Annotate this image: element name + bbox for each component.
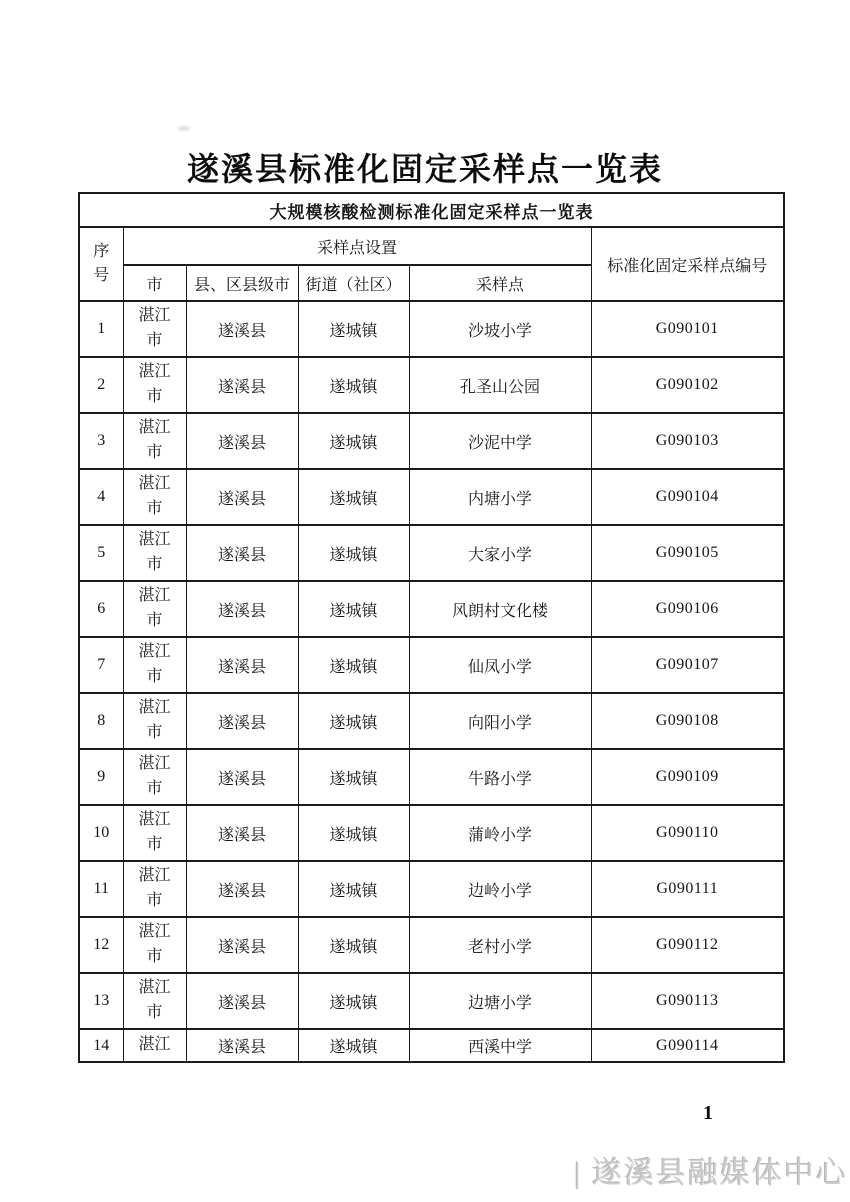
county-cell: 遂溪县: [186, 917, 298, 973]
county-cell: 遂溪县: [186, 525, 298, 581]
county-cell: 遂溪县: [186, 1029, 298, 1062]
code-cell: G090108: [591, 693, 784, 749]
code-cell: G090104: [591, 469, 784, 525]
street-cell: 遂城镇: [298, 749, 409, 805]
street-cell: 遂城镇: [298, 637, 409, 693]
site-cell: 边塘小学: [409, 973, 591, 1029]
street-cell: 遂城镇: [298, 693, 409, 749]
county-cell: 遂溪县: [186, 357, 298, 413]
table-row: [79, 525, 784, 581]
city-text: 湛江市: [138, 307, 171, 349]
city-cell: [123, 301, 186, 357]
code-cell: G090113: [591, 973, 784, 1029]
county-cell: 遂溪县: [186, 861, 298, 917]
site-cell: 老村小学: [409, 917, 591, 973]
street-cell: 遂城镇: [298, 1029, 409, 1062]
street-cell: 遂城镇: [298, 917, 409, 973]
code-cell: G090114: [591, 1029, 784, 1062]
code-cell: G090110: [591, 805, 784, 861]
sampling-points-table: [78, 192, 785, 1063]
city-text: 湛江市: [138, 699, 171, 741]
city-cell: [123, 581, 186, 637]
site-cell: 大家小学: [409, 525, 591, 581]
header-sampling-point-setup: 采样点设置: [123, 227, 591, 265]
city-text: 湛江市: [138, 531, 171, 573]
scan-smudge-artifact: [178, 126, 190, 131]
city-cell: [123, 469, 186, 525]
header-code: 标准化固定采样点编号: [591, 227, 784, 301]
county-cell: 遂溪县: [186, 693, 298, 749]
table-row: [79, 357, 784, 413]
row-number-cell: 7: [79, 637, 123, 693]
table-body: [79, 301, 784, 1062]
city-text: 湛江市: [138, 755, 171, 797]
header-county: 县、区县级市: [186, 265, 298, 301]
county-cell: 遂溪县: [186, 637, 298, 693]
table-row: [79, 693, 784, 749]
city-cell: [123, 805, 186, 861]
row-number-cell: 6: [79, 581, 123, 637]
site-cell: 仙凤小学: [409, 637, 591, 693]
table-caption: 大规模核酸检测标准化固定采样点一览表: [79, 193, 784, 227]
row-number-cell: 10: [79, 805, 123, 861]
city-text: 湛江市: [138, 643, 171, 685]
city-text: 湛江市: [138, 587, 171, 629]
city-text: 湛江市: [138, 923, 171, 965]
street-cell: 遂城镇: [298, 861, 409, 917]
row-number-cell: 8: [79, 693, 123, 749]
city-cell: [123, 693, 186, 749]
city-text: 湛江市: [138, 979, 171, 1021]
street-cell: 遂城镇: [298, 301, 409, 357]
county-cell: 遂溪县: [186, 749, 298, 805]
row-number-cell: 11: [79, 861, 123, 917]
site-cell: 沙坡小学: [409, 301, 591, 357]
table-row: [79, 973, 784, 1029]
table-row: [79, 581, 784, 637]
code-cell: G090112: [591, 917, 784, 973]
county-cell: 遂溪县: [186, 469, 298, 525]
header-street: 街道（社区）: [298, 265, 409, 301]
code-cell: G090102: [591, 357, 784, 413]
city-cell: [123, 413, 186, 469]
site-cell: 内塘小学: [409, 469, 591, 525]
city-text: 湛江市: [138, 867, 171, 909]
street-cell: 遂城镇: [298, 805, 409, 861]
table-row: [79, 469, 784, 525]
county-cell: 遂溪县: [186, 301, 298, 357]
page-number: 1: [703, 1102, 713, 1124]
page-title: 遂溪县标准化固定采样点一览表: [186, 151, 663, 187]
city-cell: [123, 637, 186, 693]
city-cell: [123, 525, 186, 581]
table-caption-row: [79, 193, 784, 227]
code-cell: G090103: [591, 413, 784, 469]
city-cell: [123, 861, 186, 917]
city-text: 湛江: [138, 1036, 171, 1054]
code-cell: G090105: [591, 525, 784, 581]
table-row: [79, 749, 784, 805]
city-text: 湛江市: [138, 419, 171, 461]
table-row: [79, 861, 784, 917]
street-cell: 遂城镇: [298, 525, 409, 581]
header-no-label: 序号: [93, 243, 110, 284]
row-number-cell: 2: [79, 357, 123, 413]
code-cell: G090101: [591, 301, 784, 357]
site-cell: 沙泥中学: [409, 413, 591, 469]
row-number-cell: 14: [79, 1029, 123, 1062]
row-number-cell: 4: [79, 469, 123, 525]
code-cell: G090111: [591, 861, 784, 917]
street-cell: 遂城镇: [298, 413, 409, 469]
code-cell: G090109: [591, 749, 784, 805]
table-row: [79, 413, 784, 469]
table-row: [79, 917, 784, 973]
row-number-cell: 3: [79, 413, 123, 469]
media-center-watermark: | 遂溪县融媒体中心: [574, 1157, 848, 1190]
site-cell: 向阳小学: [409, 693, 591, 749]
row-number-cell: 5: [79, 525, 123, 581]
header-no: [79, 227, 123, 301]
table-group-header-row: [79, 227, 784, 265]
street-cell: 遂城镇: [298, 357, 409, 413]
site-cell: 西溪中学: [409, 1029, 591, 1062]
street-cell: 遂城镇: [298, 581, 409, 637]
table-row: [79, 301, 784, 357]
table-head: [79, 193, 784, 301]
street-cell: 遂城镇: [298, 973, 409, 1029]
city-text: 湛江市: [138, 811, 171, 853]
county-cell: 遂溪县: [186, 805, 298, 861]
code-cell: G090106: [591, 581, 784, 637]
site-cell: 蒲岭小学: [409, 805, 591, 861]
city-cell: [123, 357, 186, 413]
row-number-cell: 9: [79, 749, 123, 805]
city-cell: [123, 973, 186, 1029]
site-cell: 边岭小学: [409, 861, 591, 917]
county-cell: 遂溪县: [186, 581, 298, 637]
row-number-cell: 12: [79, 917, 123, 973]
county-cell: 遂溪县: [186, 973, 298, 1029]
city-text: 湛江市: [138, 363, 171, 405]
header-site: 采样点: [409, 265, 591, 301]
city-cell: [123, 1029, 186, 1062]
county-cell: 遂溪县: [186, 413, 298, 469]
row-number-cell: 1: [79, 301, 123, 357]
site-cell: 牛路小学: [409, 749, 591, 805]
street-cell: 遂城镇: [298, 469, 409, 525]
site-cell: 孔圣山公园: [409, 357, 591, 413]
table-row: [79, 1029, 784, 1062]
header-city: 市: [123, 265, 186, 301]
code-cell: G090107: [591, 637, 784, 693]
city-text: 湛江市: [138, 475, 171, 517]
site-cell: 风朗村文化楼: [409, 581, 591, 637]
table-row: [79, 637, 784, 693]
row-number-cell: 13: [79, 973, 123, 1029]
table-row: [79, 805, 784, 861]
city-cell: [123, 917, 186, 973]
city-cell: [123, 749, 186, 805]
